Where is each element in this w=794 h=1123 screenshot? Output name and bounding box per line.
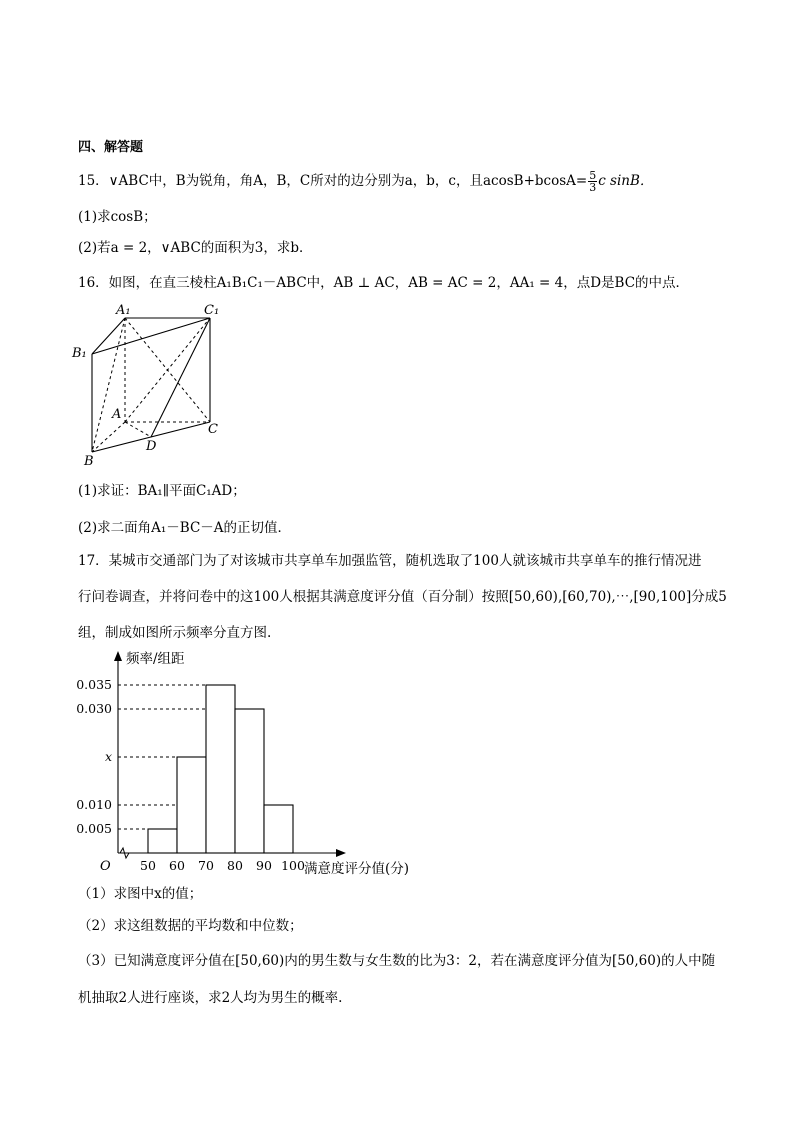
x-tick-label-70: 70: [198, 858, 214, 873]
x-tick-label-100: 100: [281, 858, 305, 873]
origin-label: O: [100, 859, 111, 874]
x-axis-title: 满意度评分值(分): [304, 861, 410, 875]
x-tick-label-90: 90: [256, 858, 272, 873]
q17-line1: 17．某城市交通部门为了对该城市共享单车加强监管，随机选取了100人就该城市共享单车的推行情况进: [78, 553, 702, 569]
prism-figure: [70, 300, 230, 470]
q15-stem: [78, 170, 653, 193]
label-A: A: [112, 407, 122, 422]
q15-fraction: [588, 170, 597, 193]
edge-B1C1: [92, 318, 210, 354]
q15-stem-text: 15．∨ABC中，B为锐角，角A，B，C所对的边分别为a，b，c，且acosB+bcosA=: [78, 173, 588, 189]
y-axis-arrow: [114, 651, 122, 661]
y-tick-label-0: 0.035: [76, 677, 112, 692]
bar-90-100: [264, 805, 293, 853]
x-tick-label-60: 60: [169, 858, 185, 873]
label-B1: B₁: [72, 346, 87, 361]
label-C1: C₁: [204, 303, 220, 318]
bar-80-90: [235, 709, 264, 853]
q17-line3: 组，制成如图所示频率分直方图.: [78, 625, 272, 641]
q16-part1: (1)求证：BA₁∥平面C₁AD；: [78, 483, 246, 499]
y-axis-title: 频率/组距: [126, 651, 185, 667]
edge-A1B: [92, 318, 125, 452]
y-tick-label-2: x: [104, 749, 112, 764]
label-B: B: [84, 454, 94, 469]
q17-part3-line2: 机抽取2人进行座谈，求2人均为男生的概率.: [78, 990, 343, 1006]
q16-part2: (2)求二面角A₁－BC－A的正切值．: [78, 520, 292, 536]
q15-frac-den: 3: [589, 181, 597, 194]
q17-part3-line1: （3）已知满意度评分值在[50,60)内的男生数与女生数的比为3：2，若在满意度评分值为[50,60)的人中随: [78, 953, 716, 969]
bar-60-70: [177, 757, 206, 853]
edge-AD: [125, 422, 151, 437]
q17-line2: 行问卷调查，并将问卷中的这100人根据其满意度评分值（百分制）按照[50,60),[60,70),⋯,[90,100]分成5: [78, 589, 727, 605]
q15-part1: (1)求cosB；: [78, 209, 157, 225]
x-axis-arrow: [336, 849, 346, 857]
y-tick-label-1: 0.030: [76, 701, 112, 716]
q15-part2: (2)若a = 2，∨ABC的面积为3，求b．: [78, 240, 313, 256]
q15-frac-num: 5: [589, 169, 597, 182]
section-title: 四、解答题: [78, 140, 144, 155]
x-tick-label-80: 80: [227, 858, 243, 873]
q16-stem: 16．如图，在直三棱柱A₁B₁C₁－ABC中，AB ⊥ AC，AB = AC = 2，AA₁ = 4，点D是BC的中点．: [78, 275, 690, 291]
histogram: [60, 645, 420, 875]
q17-part2: （2）求这组数据的平均数和中位数；: [78, 918, 303, 934]
y-tick-label-4: 0.005: [76, 821, 112, 836]
label-A1: A₁: [116, 303, 131, 318]
q17-part1: （1）求图中x的值；: [78, 886, 203, 902]
bar-50-60: [148, 829, 177, 853]
bar-70-80: [206, 685, 235, 853]
x-tick-label-50: 50: [140, 858, 156, 873]
label-D: D: [146, 439, 157, 454]
edge-C1D: [151, 318, 210, 437]
y-tick-label-3: 0.010: [76, 797, 112, 812]
label-C: C: [208, 422, 218, 437]
q15-stem-tail: c sinB．: [598, 173, 654, 189]
